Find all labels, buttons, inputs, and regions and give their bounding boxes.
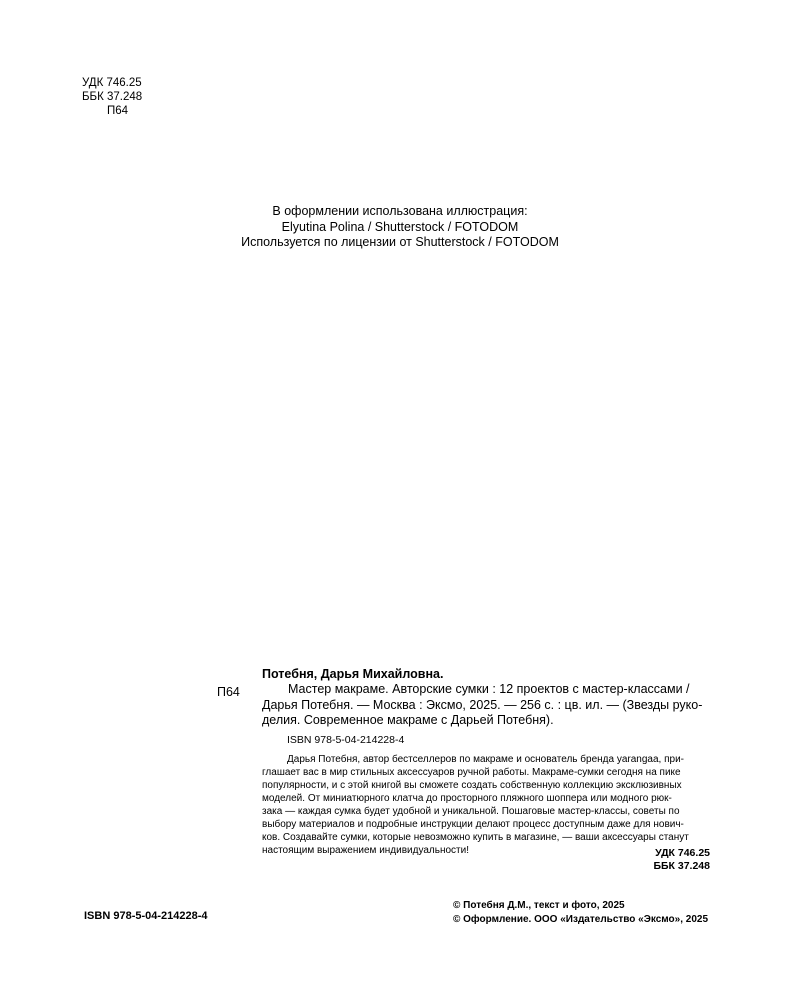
catalog-author-sign: П64	[217, 685, 240, 699]
annotation-line: настоящим выражением индивидуальности!	[262, 845, 469, 856]
classification-block-top	[82, 76, 142, 118]
annotation-line: выбору материалов и подробные инструкции делают процесс доступным даже для нович-	[262, 819, 684, 830]
bbk-code: ББК 37.248	[82, 91, 143, 103]
isbn-bottom: ISBN 978-5-04-214228-4	[84, 910, 208, 922]
author-sign: П64	[107, 105, 129, 117]
annotation-line: глашает вас в мир стильных аксессуаров ручной работы. Макраме-сумки сегодня на пике	[262, 767, 681, 778]
bibliographic-line: Мастер макраме. Авторские сумки : 12 проектов с мастер-классами /	[288, 682, 690, 696]
annotation-line: Дарья Потебня, автор бестселлеров по макраме и основатель бренда yarangaa, при-	[287, 754, 684, 765]
illustration-credit-line: Elyutina Polina / Shutterstock / FOTODOM	[281, 219, 519, 234]
udk-code: УДК 746.25	[655, 847, 710, 859]
illustration-credit-line: В оформлении использована иллюстрация:	[272, 204, 528, 218]
bibliographic-line: делия. Современное макраме с Дарьей Потебня).	[262, 713, 554, 727]
copyright-line: © Оформление. ООО «Издательство «Эксмо», 2025	[453, 914, 709, 925]
bbk-code: ББК 37.248	[653, 860, 710, 872]
annotation-line: ков. Создавайте сумки, которые невозможно купить в магазине, — ваши аксессуары станут	[262, 832, 689, 843]
udk-code: УДК 746.25	[82, 77, 142, 89]
copyright-line: © Потебня Д.М., текст и фото, 2025	[453, 900, 625, 911]
annotation-line: зака — каждая сумка будет удобной и уникальной. Пошаговые мастер-классы, советы по	[262, 806, 680, 817]
illustration-credit	[0, 204, 800, 251]
annotation	[262, 753, 722, 857]
bibliographic-description	[262, 682, 722, 729]
annotation-line: моделей. От миниатюрного клатча до просторного пляжного шоппера или модного рюк-	[262, 793, 672, 804]
annotation-line: популярности, и с этой книгой вы сможете создать собственную коллекцию эксклюзивных	[262, 780, 682, 791]
catalog-author: Потебня, Дарья Михайловна.	[262, 667, 444, 681]
catalog-isbn: ISBN 978-5-04-214228-4	[287, 734, 405, 746]
classification-block-card	[600, 847, 710, 873]
illustration-credit-line: Используется по лицензии от Shutterstock / FOTODOM	[241, 235, 559, 249]
bibliographic-line: Дарья Потебня. — Москва : Эксмо, 2025. — 256 с. : цв. ил. — (Звезды руко-	[262, 697, 703, 712]
copyright-block	[453, 899, 708, 927]
